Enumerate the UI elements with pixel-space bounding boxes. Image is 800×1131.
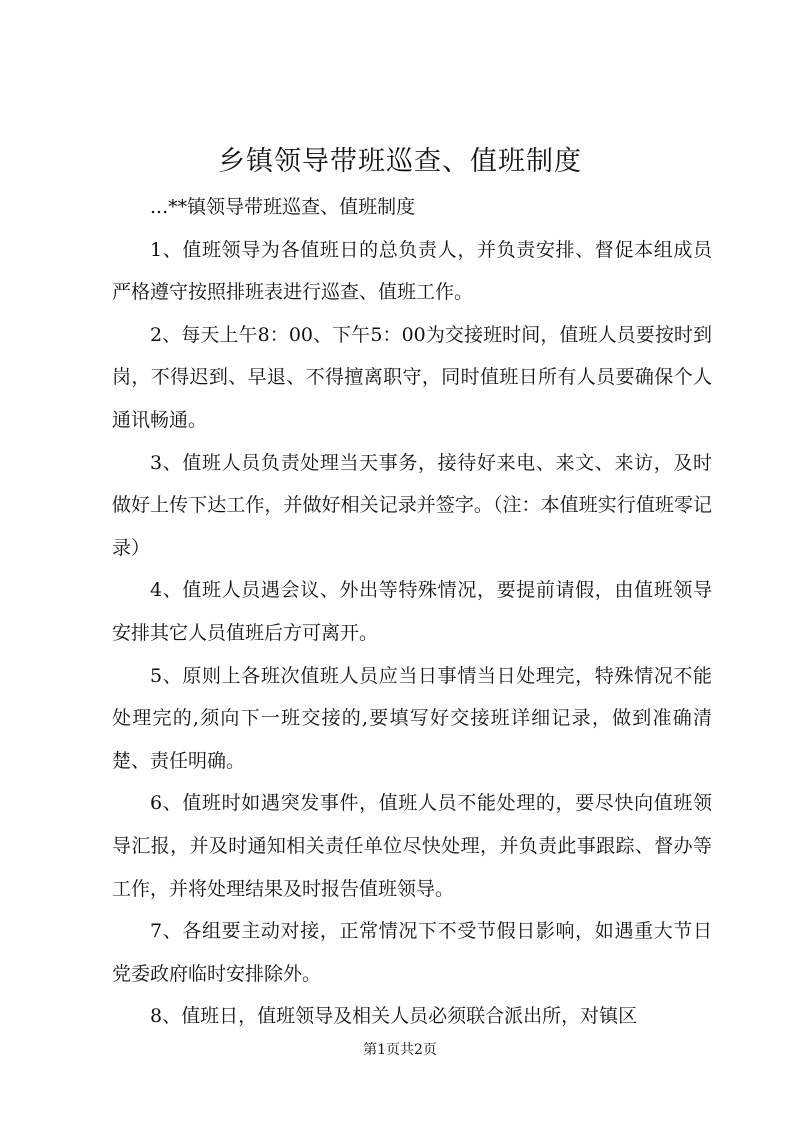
page-footer xyxy=(0,1040,800,1060)
paragraph-item-4: 4、值班人员遇会议、外出等特殊情况，要提前请假，由值班领导安排其它人员值班后方可离开。 xyxy=(112,579,712,644)
paragraph-item-3: 3、值班人员负责处理当天事务，接待好来电、来文、来访，及时做好上传下达工作，并做好相关记录并签字。（注：本值班实行值班零记录） xyxy=(112,451,712,559)
paragraph-item-8: 8、值班日，值班领导及相关人员必须联合派出所，对镇区 xyxy=(150,1005,638,1028)
page-number-total: 共2页 xyxy=(400,1042,437,1058)
paragraph-item-2: 2、每天上午8：00、下午5：00为交接班时间，值班人员要按时到岗，不得迟到、早退、不得擅离职守，同时值班日所有人员要确保个人通讯畅通。 xyxy=(112,323,712,431)
paragraph-item-7: 7、各组要主动对接，正常情况下不受节假日影响，如遇重大节日党委政府临时安排除外。 xyxy=(112,920,712,985)
paragraph-item-5: 5、原则上各班次值班人员应当日事情当日处理完，特殊情况不能处理完的,须向下一班交接的,要填写好交接班详细记录，做到准确清楚、责任明确。 xyxy=(112,664,712,772)
document-body xyxy=(112,186,712,1038)
paragraph-item-6: 6、值班时如遇突发事件，值班人员不能处理的，要尽快向值班领导汇报，并及时通知相关责任单位尽快处理，并负责此事跟踪、督办等工作，并将处理结果及时报告值班领导。 xyxy=(112,792,712,900)
document-title: 乡镇领导带班巡查、值班制度 xyxy=(218,146,582,177)
page-number-current: 第1页 xyxy=(363,1042,400,1058)
paragraph-subtitle: ...**镇领导带班巡查、值班制度 xyxy=(150,196,416,218)
paragraph-item-1: 1、值班领导为各值班日的总负责人，并负责安排、督促本组成员严格遵守按照排班表进行巡查、值班工作。 xyxy=(112,238,712,304)
